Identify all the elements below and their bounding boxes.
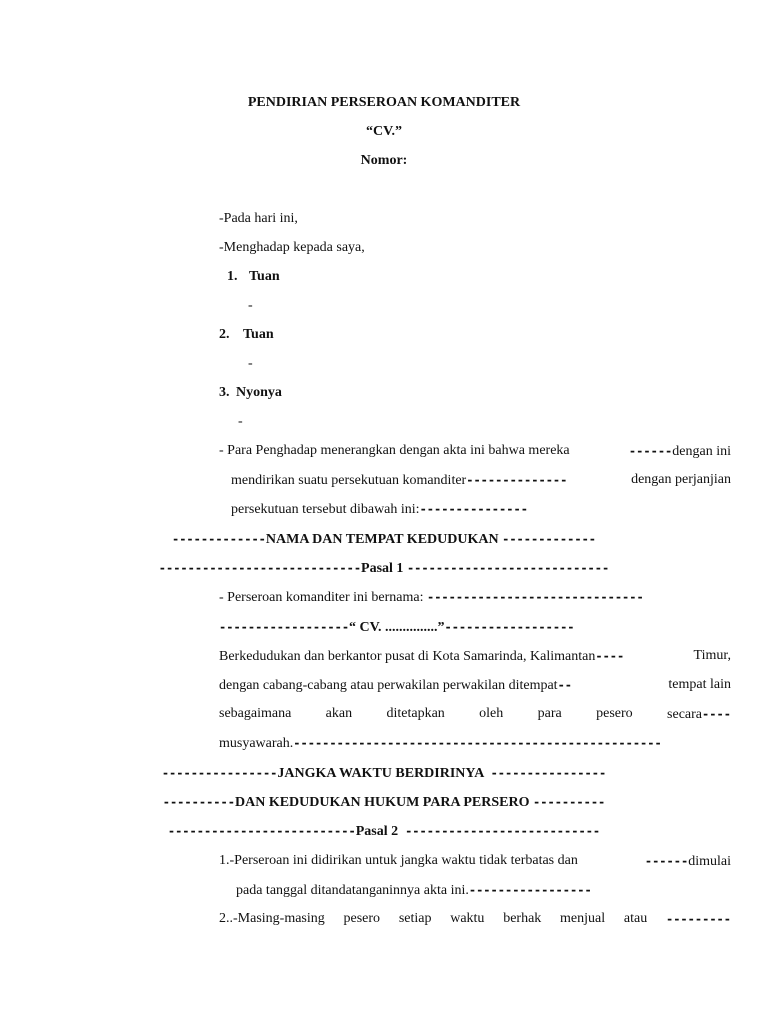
party-2-number: 2.	[219, 327, 230, 342]
pasal2-word: waktu	[450, 911, 485, 926]
pasal2-word: berhak	[503, 911, 542, 926]
party-3-label: Nyonya	[236, 385, 282, 400]
pasal2-dashes-1: ------	[644, 854, 689, 868]
pasal1-word: ditetapkan	[386, 706, 445, 721]
pasal1-word: para	[537, 706, 562, 721]
pasal2-dashes-pre: --------------------------	[167, 824, 356, 838]
pasal1-dashes-5: ----	[702, 707, 731, 721]
pasal2-text-b: dimulai	[688, 854, 731, 869]
pasal1-line-1	[219, 588, 644, 607]
pasal1-line-2	[219, 618, 575, 637]
pasal2-item-1-line-2	[236, 881, 592, 900]
pasal2-text-a: 1.-Perseroan ini didirikan untuk jangka waktu tidak terbatas dan	[219, 853, 582, 868]
pasal2-dashes-2: -----------------	[468, 883, 592, 897]
document-subtitle: “CV.”	[366, 124, 402, 139]
pasal1-word: sebagaimana	[219, 706, 292, 721]
pasal2-dashes-3: ---------	[665, 912, 731, 926]
section2-title-1: JANGKA WAKTU BERDIRINYA	[277, 766, 484, 781]
section1-title: NAMA DAN TEMPAT KEDUDUKAN	[265, 532, 499, 547]
para1-text-a: - Para Penghadap menerangkan dengan akta ini bahwa mereka	[219, 443, 574, 458]
intro-facing: -Menghadap kepada saya,	[219, 240, 365, 255]
pasal1-line-5	[219, 705, 731, 724]
para1-dashes-1: ------	[628, 444, 673, 458]
section2-heading-1	[0, 764, 768, 783]
pasal2-heading	[0, 822, 768, 841]
pasal1-dashes-2a: ------------------	[219, 620, 350, 634]
document-title: PENDIRIAN PERSEROAN KOMANDITER	[247, 95, 521, 110]
party-2-label: Tuan	[243, 327, 274, 342]
party-1-label: Tuan	[249, 269, 280, 284]
section1-dashes-post: -------------	[502, 532, 597, 546]
section2-dashes-post-2: ----------	[533, 795, 606, 809]
pasal2-title: Pasal 2	[355, 824, 399, 839]
pasal2-word: menjual	[560, 911, 606, 926]
pasal1-dashes-1: ------------------------------	[426, 590, 644, 604]
pasal1-line-6	[219, 734, 662, 753]
pasal2-dashes-post: ---------------------------	[405, 824, 601, 838]
para1-dashes-2: --------------	[466, 473, 568, 487]
pasal2-item-2-line-1	[219, 910, 731, 928]
para1-line-2	[231, 471, 731, 490]
pasal1-text-c: Timur,	[693, 648, 731, 663]
para1-text-b: dengan ini	[672, 444, 731, 459]
section2-dashes-pre-2: ----------	[162, 795, 235, 809]
pasal2-word: setiap	[398, 911, 432, 926]
intro-day: -Pada hari ini,	[219, 211, 298, 226]
section1-dashes-pre: -------------	[171, 532, 266, 546]
section2-title-2: DAN KEDUDUKAN HUKUM PARA PERSERO	[234, 795, 530, 810]
pasal2-word: 2..-Masing-masing	[219, 911, 325, 926]
pasal1-line-3	[219, 647, 731, 666]
pasal1-text-a: - Perseroan komanditer ini bernama:	[219, 590, 427, 605]
party-3-dash: -	[238, 414, 243, 429]
pasal1-word: secara	[667, 707, 703, 722]
pasal1-line-4	[219, 676, 731, 695]
party-3-number: 3.	[219, 385, 230, 400]
pasal1-word: akan	[325, 706, 353, 721]
pasal2-item-1-line-1	[219, 852, 731, 871]
pasal1-dashes-6: ---------------------------------------------------	[293, 736, 662, 750]
pasal1-dashes-pre: ----------------------------	[158, 561, 362, 575]
pasal1-text-b: Berkedudukan dan berkantor pusat di Kota Samarinda, Kalimantan	[219, 649, 596, 664]
para1-line-1	[219, 442, 731, 461]
pasal1-dashes-2b: ------------------	[444, 620, 575, 634]
pasal2-text-c: pada tanggal ditandatanganinnya akta ini.	[236, 883, 469, 898]
pasal1-dashes-3: ----	[595, 649, 625, 663]
section2-dashes-post-1: ----------------	[490, 766, 607, 780]
pasal1-title: Pasal 1	[361, 561, 404, 576]
pasal1-dashes-4: --	[557, 678, 573, 692]
section1-heading	[0, 530, 768, 549]
section2-dashes-pre-1: ----------------	[161, 766, 278, 780]
pasal1-cv-name: “ CV. ...............”	[349, 620, 445, 635]
para1-line-3	[231, 500, 528, 519]
para1-text-e: persekutuan tersebut dibawah ini:	[231, 502, 420, 517]
para1-dashes-3: ---------------	[419, 502, 528, 516]
pasal1-word: oleh	[479, 706, 504, 721]
para1-text-c: mendirikan suatu persekutuan komanditer	[231, 473, 467, 488]
pasal2-word: pesero	[343, 911, 381, 926]
pasal1-heading	[0, 559, 768, 578]
party-1-dash: -	[248, 298, 253, 313]
party-1-number: 1.	[227, 269, 238, 284]
pasal1-text-e: tempat lain	[668, 677, 731, 692]
pasal2-word: atau	[623, 911, 648, 926]
section2-heading-2	[0, 793, 768, 812]
pasal1-word: pesero	[596, 706, 633, 721]
para1-text-d: dengan perjanjian	[631, 472, 731, 487]
pasal1-text-f: musyawarah.	[219, 736, 294, 751]
document-number: Nomor:	[360, 153, 408, 168]
party-2-dash: -	[248, 356, 253, 371]
pasal1-text-d: dengan cabang-cabang atau perwakilan perwakilan ditempat	[219, 678, 558, 693]
pasal1-dashes-post: ----------------------------	[406, 561, 610, 575]
